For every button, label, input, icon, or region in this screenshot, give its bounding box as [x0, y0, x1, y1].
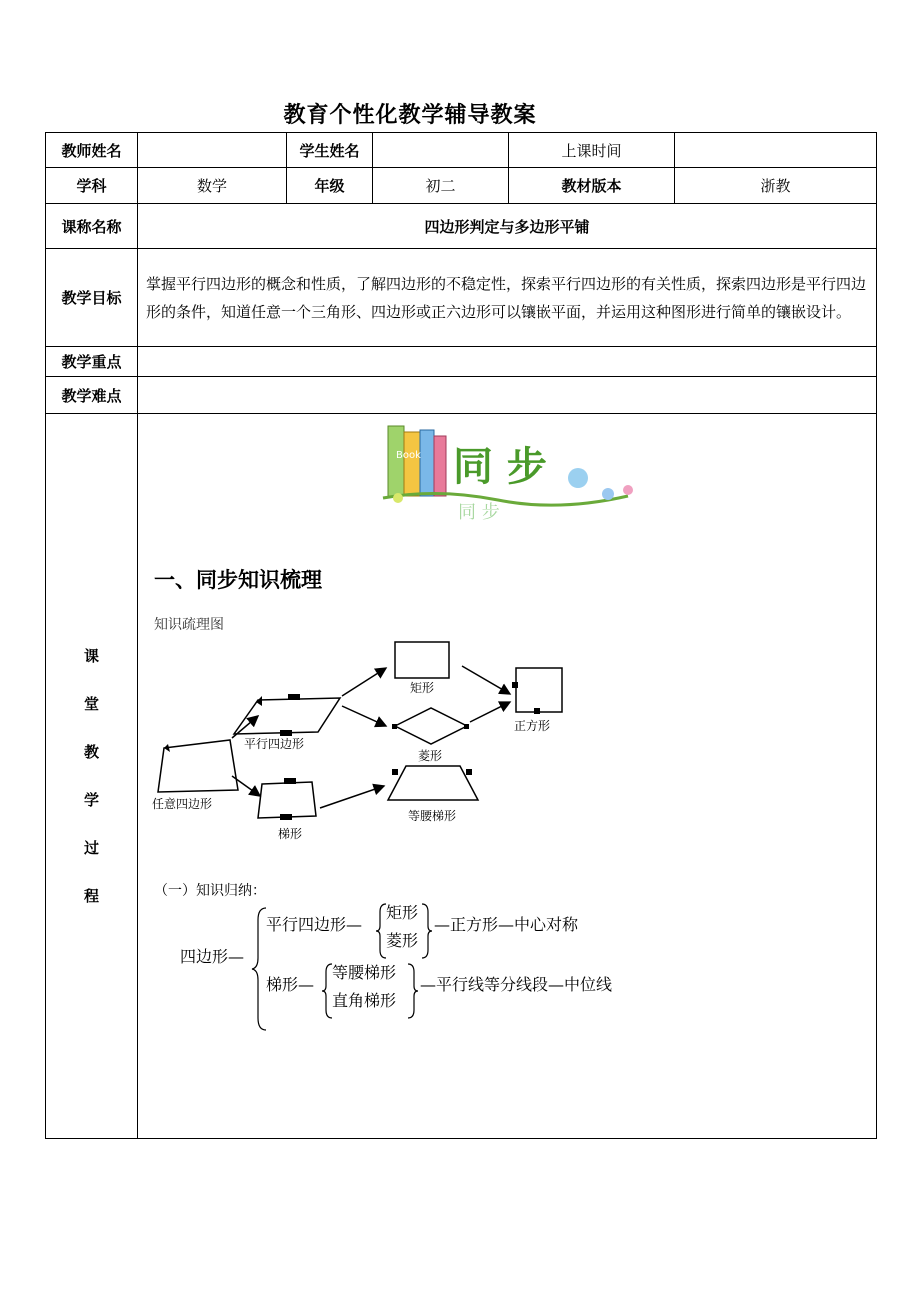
process-label-char: 学: [83, 791, 99, 809]
class-time-value[interactable]: [675, 133, 877, 168]
banner-subtitle: 同 步: [458, 502, 500, 523]
teacher-name-label: 教师姓名: [46, 133, 138, 168]
brace-icon: [406, 962, 420, 1020]
book-icon: [388, 426, 404, 496]
summary-square-chain: —正方形—中心对称: [434, 915, 579, 934]
process-label-char: 课: [83, 647, 99, 665]
edition-value: 浙教: [675, 168, 877, 204]
student-name-label: 学生姓名: [287, 133, 373, 168]
book-text: Book: [396, 450, 421, 461]
any-quadrilateral-shape: [158, 740, 238, 792]
key-points-value[interactable]: [138, 347, 877, 377]
flower-icon: [393, 493, 403, 503]
document-title: 教育个性化教学辅导教案: [283, 103, 537, 128]
subject-value: 数学: [138, 168, 287, 204]
fairy-icon: [568, 468, 588, 488]
isosceles-trapezoid-shape: [388, 766, 478, 800]
subject-label: 学科: [46, 168, 138, 204]
any-quadrilateral-label: 任意四边形: [152, 797, 213, 811]
summary-rhombus: 菱形: [386, 931, 419, 950]
lesson-plan-table: [45, 132, 877, 1139]
map-caption: 知识疏理图: [154, 617, 224, 633]
summary-trapezoid: 梯形—: [266, 975, 315, 994]
summary-isosceles-trapezoid: 等腰梯形: [332, 963, 397, 982]
summary-title: （一）知识归纳：: [154, 883, 266, 899]
process-label-char: 堂: [83, 695, 99, 713]
parallelogram-shape: [234, 698, 340, 734]
isosceles-trapezoid-label: 等腰梯形: [408, 809, 457, 823]
square-label: 正方形: [514, 719, 551, 733]
parallelogram-label: 平行四边形: [244, 737, 305, 751]
process-label-char: 教: [83, 743, 99, 761]
table-row: [46, 133, 877, 168]
summary-midline-chain: —平行线等分线段—中位线: [420, 975, 613, 994]
objectives-label: 教学目标: [46, 249, 138, 347]
student-name-value[interactable]: [373, 133, 509, 168]
rhombus-label: 菱形: [418, 749, 443, 763]
grade-label: 年级: [287, 168, 373, 204]
course-name-value: 四边形判定与多边形平铺: [138, 204, 877, 249]
edition-label: 教材版本: [509, 168, 675, 204]
brace-icon: [420, 902, 434, 960]
process-label: [46, 414, 138, 1139]
class-time-label: 上课时间: [509, 133, 675, 168]
key-points-label: 教学重点: [46, 347, 138, 377]
knowledge-map-diagram: [150, 636, 590, 846]
table-row: [46, 249, 877, 347]
rhombus-shape: [395, 708, 467, 744]
grade-value: 初二: [373, 168, 509, 204]
table-row: [46, 414, 877, 1139]
difficulties-label: 教学难点: [46, 377, 138, 414]
trapezoid-label: 梯形: [278, 827, 303, 841]
process-label-char: 过: [83, 839, 99, 857]
table-row: [46, 347, 877, 377]
process-label-char: 程: [83, 887, 99, 905]
summary-rectangle: 矩形: [386, 903, 419, 922]
square-shape: [516, 668, 562, 712]
sync-banner: [378, 418, 648, 528]
summary-right-trapezoid: 直角梯形: [332, 991, 397, 1010]
trapezoid-shape: [258, 782, 316, 818]
rectangle-label: 矩形: [410, 681, 435, 695]
table-row: [46, 377, 877, 414]
summary-parallelogram: 平行四边形—: [266, 915, 363, 934]
table-row: [46, 168, 877, 204]
process-content: [138, 414, 877, 1139]
objectives-text: 掌握平行四边形的概念和性质，了解四边形的不稳定性，探索平行四边形的有关性质，探索四边形是平行四边形的条件，知道任意一个三角形、四边形或正六边形可以镶嵌平面，并运用这种图形进行简单的镶嵌设计。: [138, 249, 877, 347]
rectangle-shape: [395, 642, 449, 678]
difficulties-value[interactable]: [138, 377, 877, 414]
teacher-name-value[interactable]: [138, 133, 287, 168]
summary-root: 四边形—: [180, 947, 245, 966]
banner-title: 同 步: [453, 444, 547, 490]
section-title: 一、同步知识梳理: [154, 568, 322, 592]
course-name-label: 课称名称: [46, 204, 138, 249]
table-row: [46, 204, 877, 249]
